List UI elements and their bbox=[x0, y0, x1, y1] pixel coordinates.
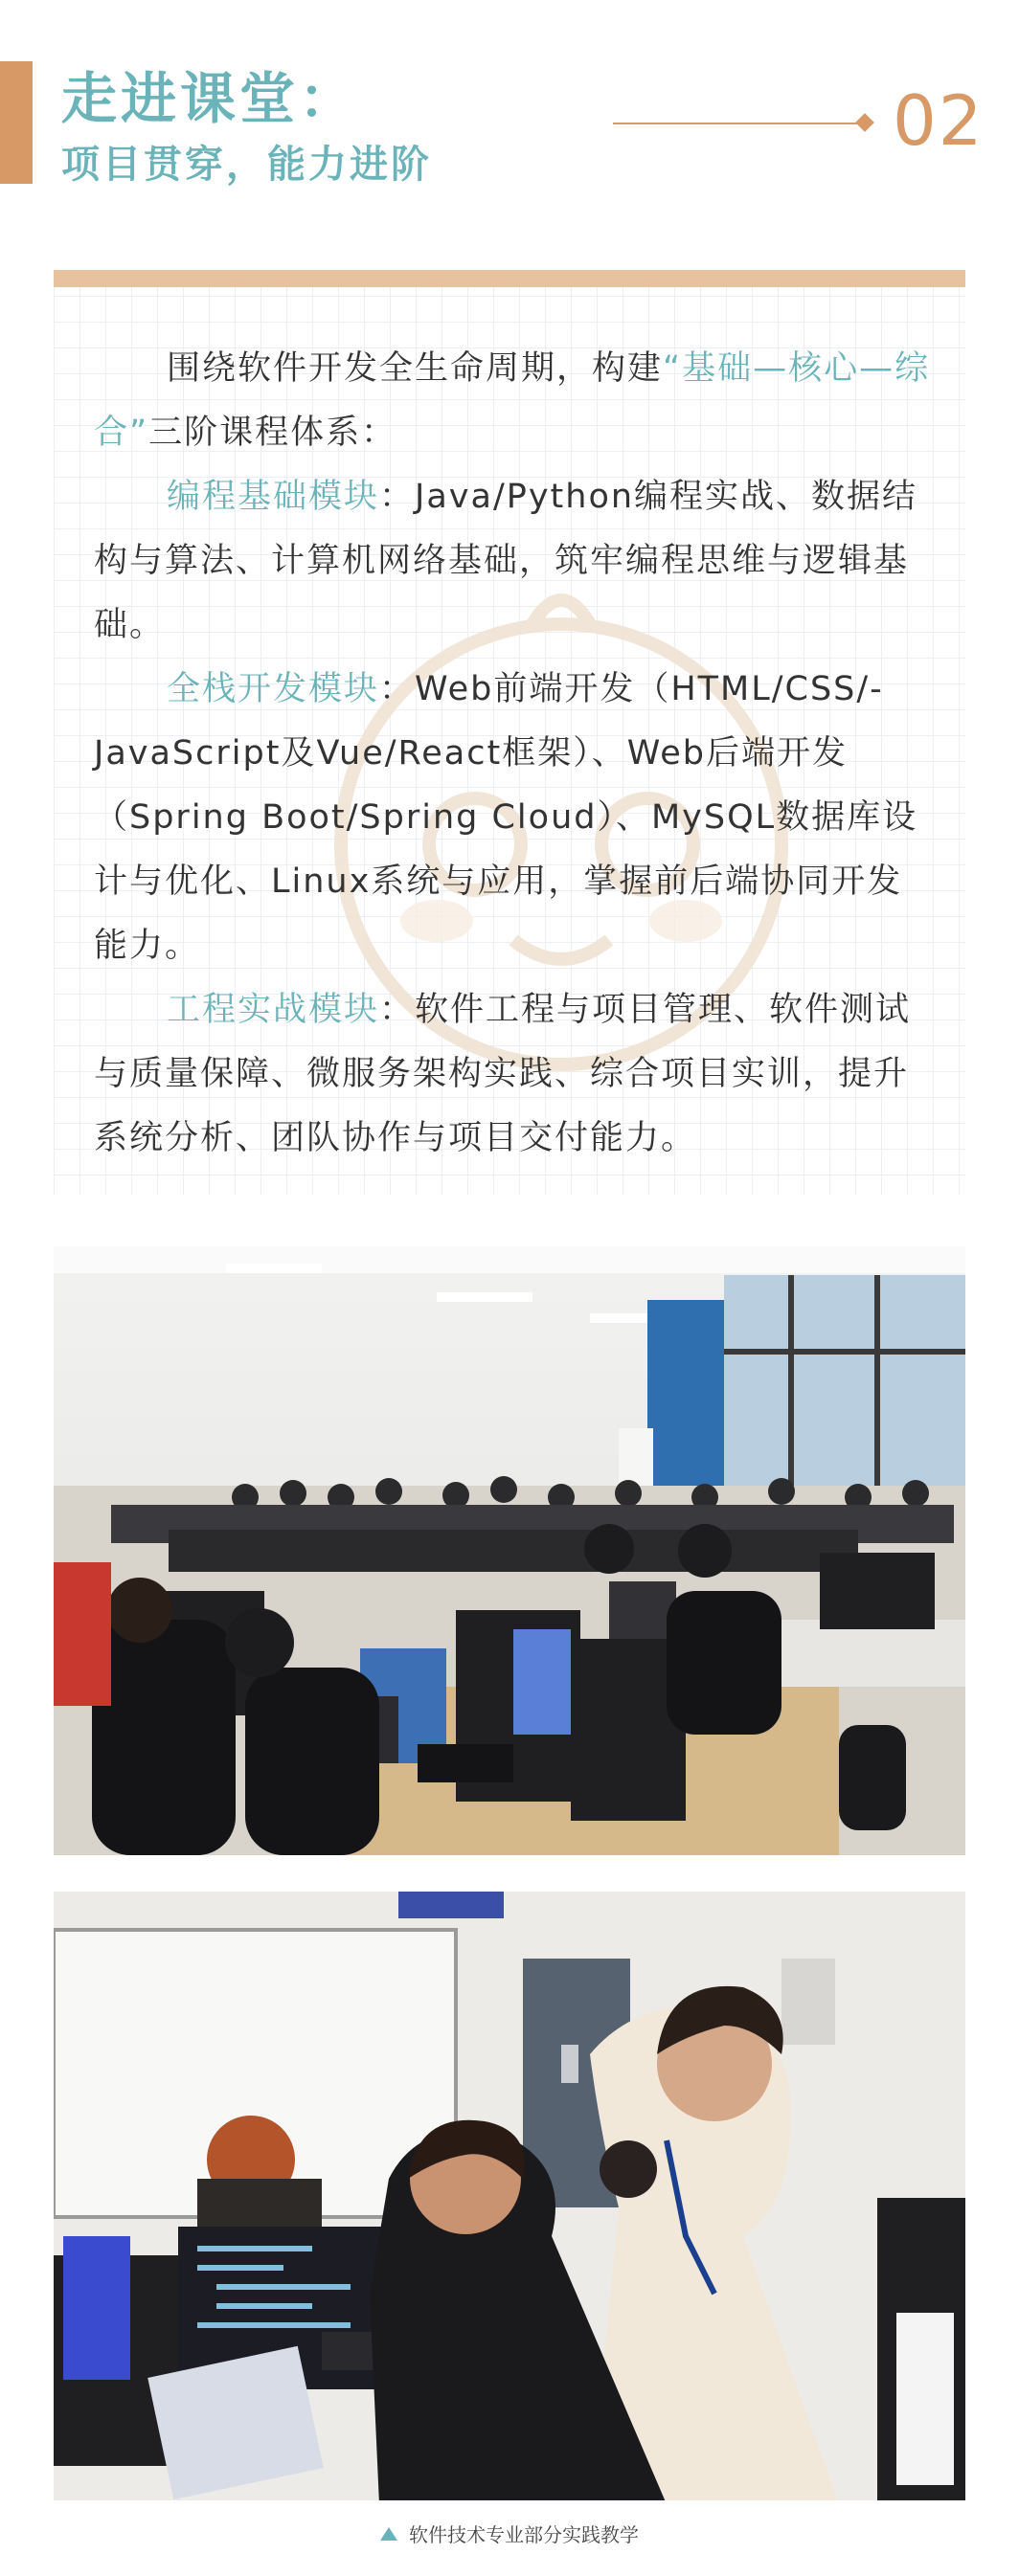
curriculum-text bbox=[94, 337, 933, 1171]
module-title: 全栈开发模块 bbox=[167, 670, 380, 708]
classroom-photo-2 bbox=[54, 1892, 965, 2500]
accent-bar bbox=[0, 61, 33, 184]
triangle-icon bbox=[380, 2527, 397, 2541]
section-title: 走进课堂： bbox=[61, 66, 359, 131]
module-body: ：Web前端开发（HTML/CSS/-JavaScript及Vue/React框架）、Web后端开发（Spring Boot/Spring Cloud）、MySQL数据库设计与优化、Linux系统与应用，掌握前后端协同开发能力。 bbox=[94, 670, 918, 965]
module-programming-basics bbox=[94, 465, 933, 658]
section-number: 02 bbox=[893, 80, 985, 161]
decorative-line bbox=[613, 123, 864, 124]
system-highlight: “基础—核心—综合” bbox=[94, 349, 931, 452]
module-body: ：Java/Python编程实战、数据结构与算法、计算机网络基础，筑牢编程思维与逻辑基础。 bbox=[94, 478, 918, 644]
photo-caption: 软件技术专业部分实践教学 bbox=[0, 2520, 1019, 2558]
curriculum-card bbox=[54, 270, 965, 1195]
module-title: 工程实战模块 bbox=[167, 991, 380, 1029]
classroom-photo-1 bbox=[54, 1246, 965, 1855]
card-top-bar bbox=[54, 270, 965, 287]
section-header bbox=[0, 0, 1019, 220]
module-title: 编程基础模块 bbox=[167, 478, 380, 516]
intro-paragraph: 围绕软件开发全生命周期，构建“基础—核心—综合”三阶课程体系： bbox=[94, 349, 931, 452]
module-body: ：软件工程与项目管理、软件测试与质量保障、微服务架构实践、综合项目实训，提升系统分析、团队协作与项目交付能力。 bbox=[94, 991, 912, 1157]
module-fullstack bbox=[94, 658, 933, 978]
module-engineering bbox=[94, 978, 933, 1171]
section-subtitle: 项目贯穿，能力进阶 bbox=[61, 143, 432, 187]
diamond-icon bbox=[855, 113, 874, 132]
